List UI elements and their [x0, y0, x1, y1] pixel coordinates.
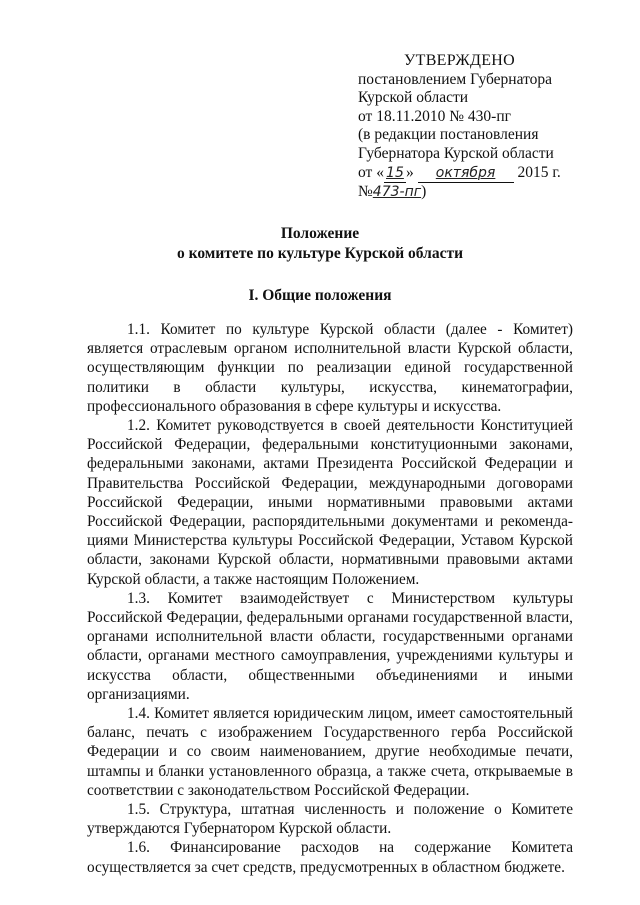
approved-label: УТВЕРЖДЕНО	[404, 52, 516, 69]
approval-line: от 18.11.2010 № 430-пг	[358, 107, 511, 125]
approval-line: Губернатора Курской области	[358, 144, 554, 162]
approval-stamp	[358, 52, 598, 202]
date-mid: »	[405, 163, 414, 181]
paragraph: 1.2. Комитет руководствуется в своей деятельности Конституцией Российской Федерации, федеральными конституционными законами, федеральными законами, актами Президента Российской Федерации и Правительства Российской Федерации, международными договорами Российской Федерации, иными нормативными правовыми актами Российской Федерации, распорядительными документами и рекоменда-циями Министерства культуры Российской Федерации, Уставом Курской области, законами Курской области, нормативными правовыми актами Курской области, а также настоящим Положением.	[87, 417, 573, 588]
paragraph: 1.5. Структура, штатная численность и положение о Комитете утверждаются Губернатором Курской области.	[87, 801, 573, 838]
approval-line: Курской области	[358, 89, 469, 107]
paragraph: 1.3. Комитет взаимодействует с Министерством культуры Российской Федерации, федеральными органами государственной власти, органами исполнительной власти области, государственными органами области, органами местного самоуправления, учреждениями культуры и искусства области, общественными объединениями и иными организациями.	[87, 589, 573, 703]
paragraph: 1.4. Комитет является юридическим лицом, имеет самостоятельный баланс, печать с изображением Государственного герба Российской Федерации и со своим наименованием, другие необходимые печати, штампы и бланки установленного образца, а также счета, открываемые в соответствии с законодательством Российской Федерации.	[87, 705, 573, 799]
section-heading: I. Общие положения	[248, 287, 392, 304]
approval-line: (в редакции постановления	[358, 126, 539, 144]
number-value: 473-пг	[372, 184, 422, 201]
number-suffix: )	[421, 183, 427, 201]
document-subtitle: о комитете по культуре Курской области	[177, 245, 463, 262]
date-month: октября	[418, 164, 514, 184]
section-body	[87, 320, 573, 877]
date-year: 2015 г.	[517, 163, 561, 181]
number-prefix: №	[358, 183, 373, 201]
paragraph: 1.6. Финансирование расходов на содержание Комитета осуществляется за счет средств, предусмотренных в областном бюджете.	[87, 839, 573, 876]
approval-line: постановлением Губернатора	[358, 70, 553, 88]
date-prefix: от «	[358, 163, 384, 181]
paragraph: 1.1. Комитет по культуре Курской области (далее - Комитет) является отраслевым органом исполнительной власти Курской области, осуществляющим функции по реализации единой государственной политики в области культуры, искусства, кинематографии, профессионального образования в сфере культуры и искусства.	[87, 321, 573, 415]
approval-date-line	[358, 164, 598, 184]
document-title: Положение	[280, 225, 360, 242]
approval-number-line	[358, 183, 598, 202]
document-title-block	[0, 224, 640, 264]
date-day: 15	[384, 164, 406, 184]
